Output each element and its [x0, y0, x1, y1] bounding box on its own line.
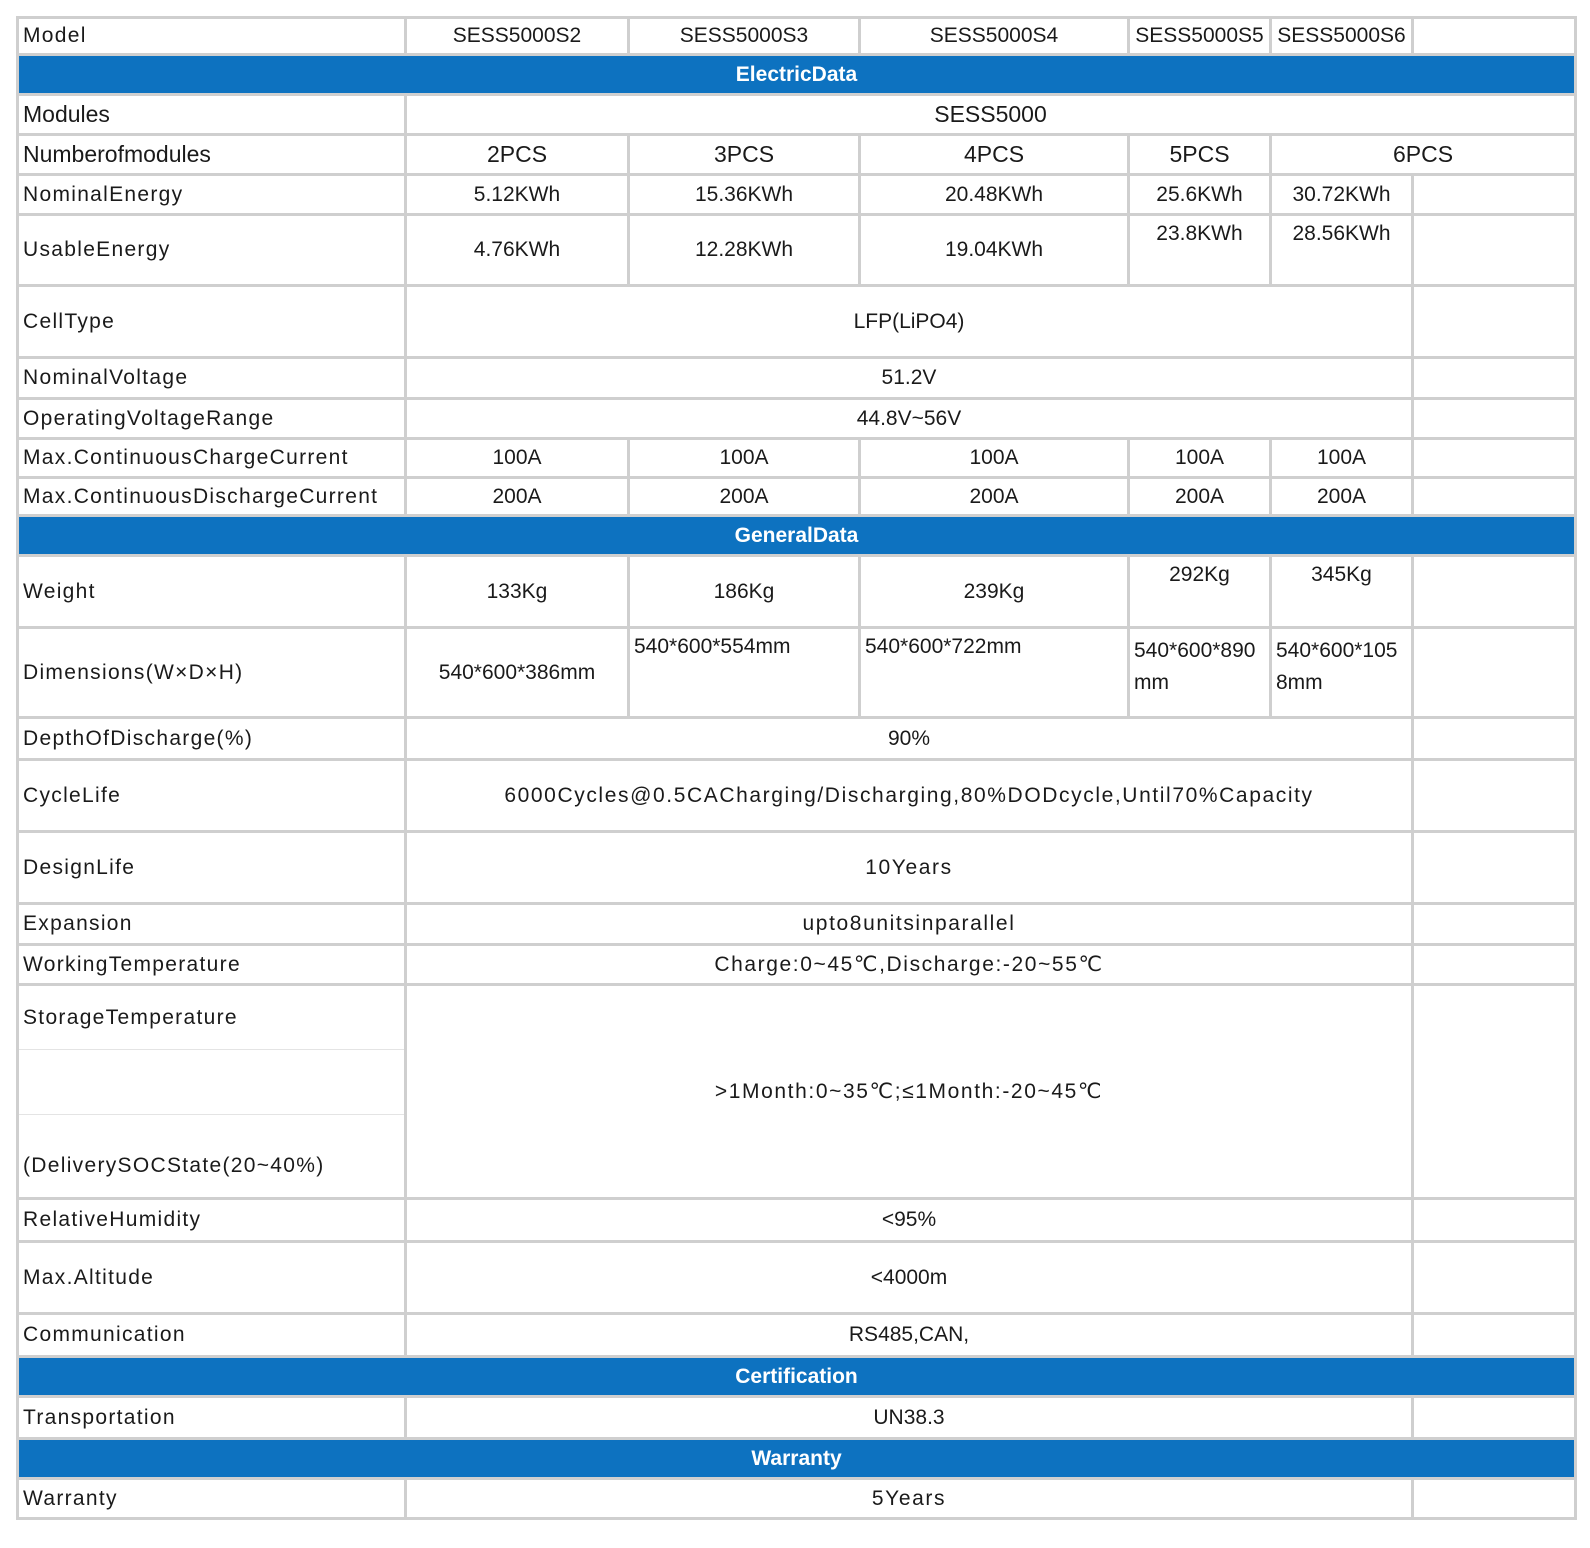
label-cell-type: CellType: [18, 286, 406, 358]
storage-spacer: [19, 1049, 404, 1114]
empty-cell: [1413, 215, 1576, 286]
model-s5: SESS5000S5: [1129, 18, 1271, 55]
section-title-warranty: Warranty: [18, 1439, 1576, 1479]
value-charge-current: 100A: [629, 439, 860, 478]
section-title-certification: Certification: [18, 1357, 1576, 1397]
row-discharge-current: [18, 478, 1576, 516]
label-modules: Modules: [18, 95, 406, 135]
spec-table: [16, 16, 1577, 1520]
value-storage-temperature: >1Month:0~35℃;≤1Month:-20~45℃: [406, 985, 1413, 1199]
label-expansion: Expansion: [18, 904, 406, 945]
value-discharge-current: 200A: [1271, 478, 1413, 516]
value-transportation: UN38.3: [406, 1397, 1413, 1439]
value-usable-energy: 28.56KWh: [1271, 215, 1413, 286]
section-general: [18, 516, 1576, 556]
label-usable-energy: UsableEnergy: [18, 215, 406, 286]
model-s3: SESS5000S3: [629, 18, 860, 55]
empty-cell: [1413, 358, 1576, 399]
value-nominal-energy: 5.12KWh: [406, 175, 629, 215]
value-usable-energy: 12.28KWh: [629, 215, 860, 286]
row-modules: [18, 95, 1576, 135]
empty-cell: [1413, 1199, 1576, 1242]
value-communication: RS485,CAN,: [406, 1314, 1413, 1357]
label-charge-current: Max.ContinuousChargeCurrent: [18, 439, 406, 478]
label-relative-humidity: RelativeHumidity: [18, 1199, 406, 1242]
label-number-of-modules: Numberofmodules: [18, 135, 406, 175]
value-max-altitude: <4000m: [406, 1242, 1413, 1314]
value-dimensions: 540*600*386mm: [406, 628, 629, 718]
value-charge-current: 100A: [860, 439, 1129, 478]
row-number-of-modules: [18, 135, 1576, 175]
label-cycle-life: CycleLife: [18, 760, 406, 832]
empty-cell: [1413, 1314, 1576, 1357]
label-depth-of-discharge: DepthOfDischarge(%): [18, 718, 406, 760]
label-working-temperature: WorkingTemperature: [18, 945, 406, 985]
value-number-of-modules: 4PCS: [860, 135, 1129, 175]
label-operating-voltage: OperatingVoltageRange: [18, 399, 406, 439]
label-communication: Communication: [18, 1314, 406, 1357]
section-electric: [18, 55, 1576, 95]
row-nominal-voltage: [18, 358, 1576, 399]
label-nominal-voltage: NominalVoltage: [18, 358, 406, 399]
value-number-of-modules: 5PCS: [1129, 135, 1271, 175]
empty-cell: [1413, 18, 1576, 55]
value-operating-voltage: 44.8V~56V: [406, 399, 1413, 439]
empty-cell: [1413, 628, 1576, 718]
model-label: Model: [18, 18, 406, 55]
model-s4: SESS5000S4: [860, 18, 1129, 55]
row-nominal-energy: [18, 175, 1576, 215]
row-working-temperature: [18, 945, 1576, 985]
value-warranty: 5Years: [406, 1479, 1413, 1519]
section-warranty: [18, 1439, 1576, 1479]
model-s2: SESS5000S2: [406, 18, 629, 55]
row-cycle-life: [18, 760, 1576, 832]
model-row: [18, 18, 1576, 55]
value-discharge-current: 200A: [629, 478, 860, 516]
row-transportation: [18, 1397, 1576, 1439]
empty-cell: [1413, 478, 1576, 516]
empty-cell: [1413, 945, 1576, 985]
section-title-electric: ElectricData: [18, 55, 1576, 95]
label-warranty: Warranty: [18, 1479, 406, 1519]
row-depth-of-discharge: [18, 718, 1576, 760]
storage-label-cell: [18, 985, 406, 1199]
row-max-altitude: [18, 1242, 1576, 1314]
empty-cell: [1413, 399, 1576, 439]
value-charge-current: 100A: [1271, 439, 1413, 478]
value-nominal-energy: 30.72KWh: [1271, 175, 1413, 215]
label-weight: Weight: [18, 556, 406, 628]
value-number-of-modules: 3PCS: [629, 135, 860, 175]
empty-cell: [1413, 286, 1576, 358]
label-dimensions: Dimensions(W×D×H): [18, 628, 406, 718]
value-depth-of-discharge: 90%: [406, 718, 1413, 760]
value-weight: 186Kg: [629, 556, 860, 628]
empty-cell: [1413, 832, 1576, 904]
row-design-life: [18, 832, 1576, 904]
value-relative-humidity: <95%: [406, 1199, 1413, 1242]
value-nominal-energy: 20.48KWh: [860, 175, 1129, 215]
value-dimensions: 540*600*722mm: [860, 628, 1129, 718]
empty-cell: [1413, 718, 1576, 760]
empty-cell: [1413, 556, 1576, 628]
empty-cell: [1413, 904, 1576, 945]
empty-cell: [1413, 175, 1576, 215]
value-weight: 133Kg: [406, 556, 629, 628]
value-discharge-current: 200A: [1129, 478, 1271, 516]
value-nominal-energy: 25.6KWh: [1129, 175, 1271, 215]
value-nominal-voltage: 51.2V: [406, 358, 1413, 399]
label-delivery-soc: (DeliverySOCState(20~40%): [23, 1153, 325, 1177]
value-discharge-current: 200A: [860, 478, 1129, 516]
label-storage-temperature: StorageTemperature: [23, 1005, 238, 1029]
label-discharge-current: Max.ContinuousDischargeCurrent: [18, 478, 406, 516]
value-cycle-life: 6000Cycles@0.5CACharging/Discharging,80%DODcycle,Until70%Capacity: [406, 760, 1413, 832]
row-weight: [18, 556, 1576, 628]
empty-cell: [1413, 1242, 1576, 1314]
empty-cell: [1413, 439, 1576, 478]
label-max-altitude: Max.Altitude: [18, 1242, 406, 1314]
value-weight: 345Kg: [1271, 556, 1413, 628]
empty-cell: [1413, 1479, 1576, 1519]
model-s6: SESS5000S6: [1271, 18, 1413, 55]
value-charge-current: 100A: [406, 439, 629, 478]
row-dimensions: [18, 628, 1576, 718]
label-transportation: Transportation: [18, 1397, 406, 1439]
value-number-of-modules: 6PCS: [1271, 135, 1576, 175]
label-nominal-energy: NominalEnergy: [18, 175, 406, 215]
value-discharge-current: 200A: [406, 478, 629, 516]
row-operating-voltage: [18, 399, 1576, 439]
row-charge-current: [18, 439, 1576, 478]
value-weight: 292Kg: [1129, 556, 1271, 628]
value-working-temperature: Charge:0~45℃,Discharge:-20~55℃: [406, 945, 1413, 985]
value-cell-type: LFP(LiPO4): [406, 286, 1413, 358]
row-storage-temperature: [18, 985, 1576, 1199]
row-communication: [18, 1314, 1576, 1357]
value-nominal-energy: 15.36KWh: [629, 175, 860, 215]
value-dimensions: 540*600*890mm: [1129, 628, 1271, 718]
row-warranty: [18, 1479, 1576, 1519]
value-weight: 239Kg: [860, 556, 1129, 628]
row-expansion: [18, 904, 1576, 945]
value-number-of-modules: 2PCS: [406, 135, 629, 175]
empty-cell: [1413, 760, 1576, 832]
value-usable-energy: 19.04KWh: [860, 215, 1129, 286]
value-charge-current: 100A: [1129, 439, 1271, 478]
empty-cell: [1413, 985, 1576, 1199]
row-cell-type: [18, 286, 1576, 358]
empty-cell: [1413, 1397, 1576, 1439]
label-design-life: DesignLife: [18, 832, 406, 904]
value-usable-energy: 23.8KWh: [1129, 215, 1271, 286]
row-relative-humidity: [18, 1199, 1576, 1242]
value-dimensions: 540*600*554mm: [629, 628, 860, 718]
value-dimensions: 540*600*1058mm: [1271, 628, 1413, 718]
value-expansion: upto8unitsinparallel: [406, 904, 1413, 945]
section-certification: [18, 1357, 1576, 1397]
section-title-general: GeneralData: [18, 516, 1576, 556]
value-design-life: 10Years: [406, 832, 1413, 904]
value-modules: SESS5000: [406, 95, 1576, 135]
row-usable-energy: [18, 215, 1576, 286]
value-usable-energy: 4.76KWh: [406, 215, 629, 286]
